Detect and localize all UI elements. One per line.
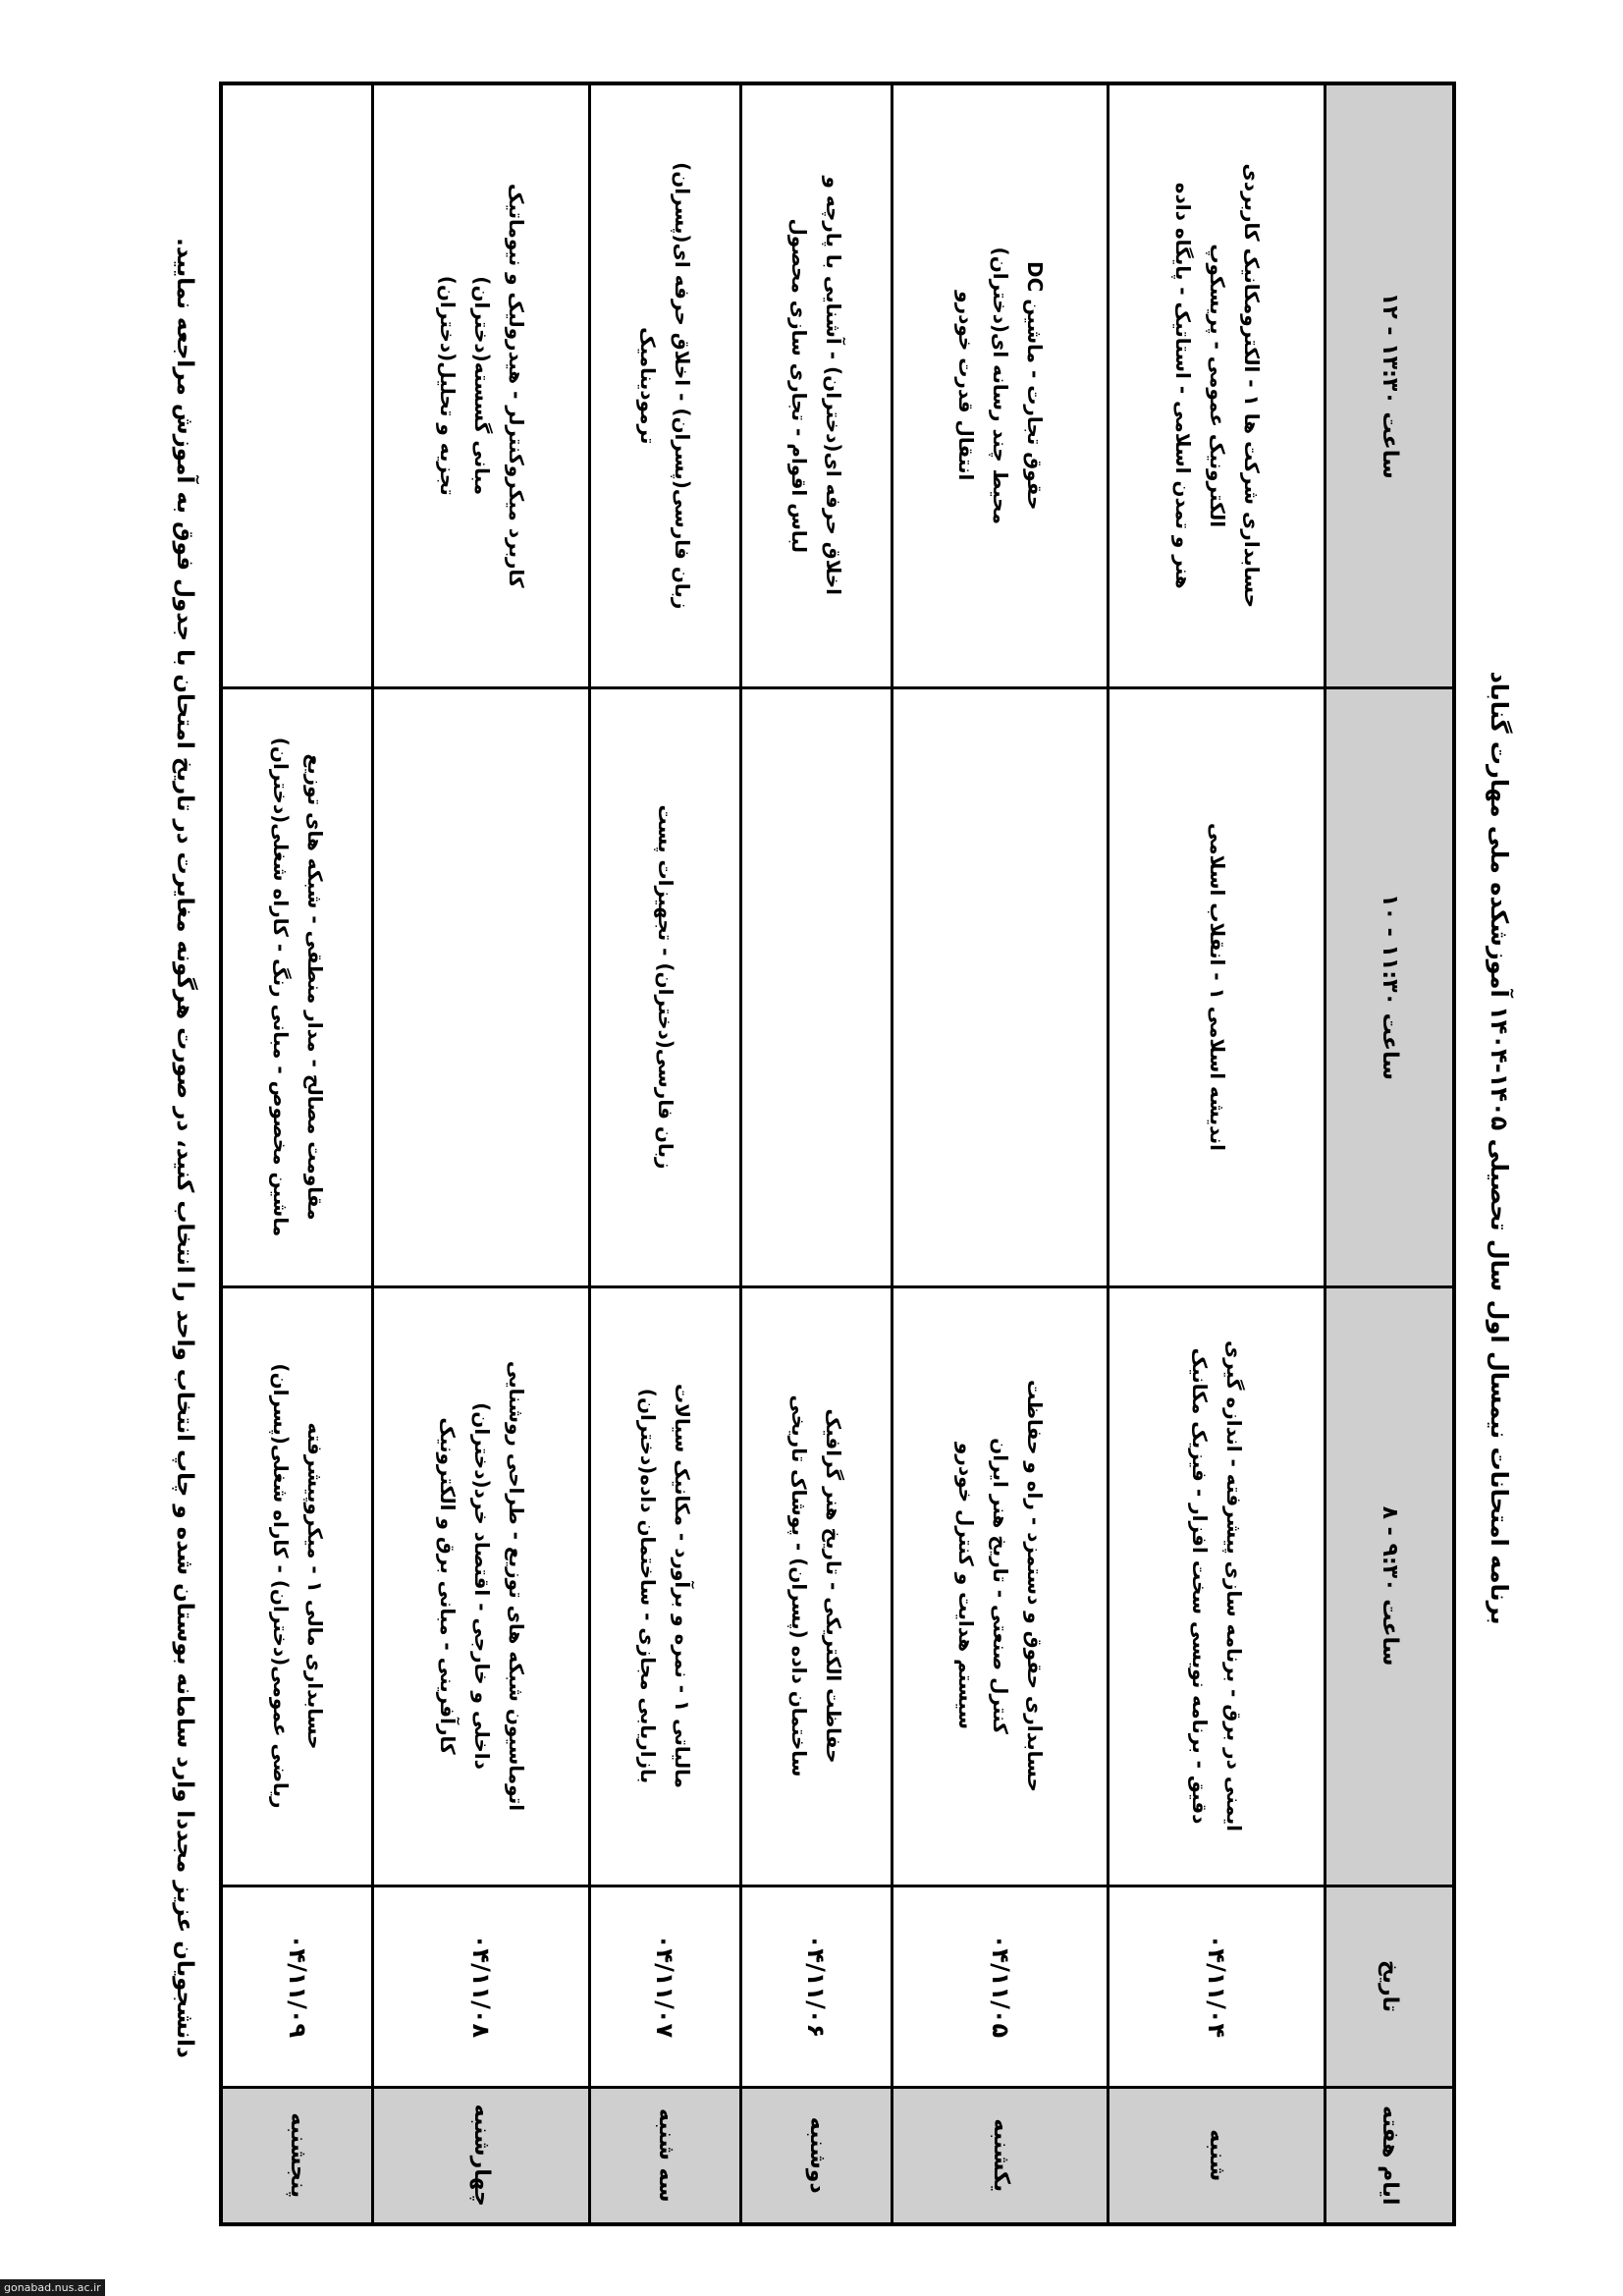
day-cell: چهارشنبه — [373, 2087, 590, 2224]
course-line: محیط چند رسانه ای(دختران) — [989, 246, 1013, 524]
course-line: حسابداری حقوق و دستمزد - راه و حفاظت — [1023, 1380, 1048, 1792]
date-cell: ۰۴/۱۱/۰۵ — [892, 1886, 1109, 2087]
date-cell: ۰۴/۱۱/۰۸ — [373, 1886, 590, 2087]
course-line: زبان فارسی(پسران) - اخلاق حرفه ای(پسران) — [671, 162, 695, 610]
course-line: ایمنی در برق - برنامه سازی پیشرفته - اندازه گیری — [1222, 1339, 1247, 1832]
table-row — [892, 83, 1109, 2224]
date-cell: ۰۴/۱۱/۰۶ — [740, 1886, 892, 2087]
course-line: الکترونیک عمومی - پریسکوپ — [1205, 244, 1229, 528]
course-line: حسابداری شرکت ها ۱ - الکترومکانیک کاربردی — [1239, 163, 1264, 609]
course-line: لباس اقوام - تجاری سازی محصول — [787, 218, 812, 554]
footnote-text: دانشجویان عزیز مجددا وارد سامانه بوستان شده و چاپ انتخاب واحد را انتخاب کنید، در صورت هرگونه مغایرت در تاریخ امتحان با جدول فوق به آموزش مراجعه نمایید. — [172, 238, 197, 2058]
slot-12-cell — [590, 83, 741, 687]
course-line: هنر و تمدن اسلامی - استاتیک - پایگاه داده — [1170, 182, 1195, 589]
course-line: ساختمان داده (پسران) - پوشاک تاریخی — [787, 1394, 812, 1777]
slot-10-cell — [1109, 687, 1325, 1286]
slot-12-cell — [221, 83, 373, 687]
exam-schedule-table — [219, 82, 1456, 2226]
day-cell: یکشنبه — [892, 2087, 1109, 2224]
header-slot-12: ساعت ۱۳:۳۰ - ۱۲ — [1325, 83, 1455, 687]
course-line: کنترل صنعتی - تاریخ هنر ایران — [989, 1438, 1013, 1734]
slot-12-cell — [373, 83, 590, 687]
course-line: حسابداری مالی ۱ - میکروپیشرفته — [302, 1422, 327, 1750]
schedule-body — [221, 83, 1325, 2224]
day-cell: دوشنبه — [740, 2087, 892, 2224]
slot-12-cell — [740, 83, 892, 687]
course-line: داخلی و خارجی - اقتصاد خرد(دختران) — [469, 1402, 494, 1770]
course-line: کارآفرینی - مبانی برق و الکترونیک — [435, 1417, 460, 1755]
course-line: اندیشه اسلامی ۱ - انقلاب اسلامی — [1205, 823, 1229, 1151]
site-watermark: gonabad.nus.ac.ir — [0, 2279, 105, 2296]
date-cell: ۰۴/۱۱/۰۷ — [590, 1886, 741, 2087]
slot-12-cell — [1109, 83, 1325, 687]
course-line: دقیق - برنامه نویسی سخت افزار - فیزیک مکانیک — [1188, 1347, 1213, 1825]
course-line: مقاومت مصالح - مدار منطقی - شبکه های توزیع — [302, 753, 327, 1221]
course-line: زبان فارسی(دختران) - تجهیزات پست — [654, 804, 677, 1170]
table-row — [373, 83, 590, 2224]
day-cell: شنبه — [1109, 2087, 1325, 2224]
date-cell: ۰۴/۱۱/۰۹ — [221, 1886, 373, 2087]
course-line: حقوق تجارت - ماشین DC — [1023, 261, 1048, 511]
day-cell: پنجشنبه — [221, 2087, 373, 2224]
header-date: تاریخ — [1325, 1886, 1455, 2087]
table-row — [740, 83, 892, 2224]
table-row — [221, 83, 373, 2224]
slot-10-cell — [590, 687, 741, 1286]
slot-8-cell — [590, 1286, 741, 1886]
course-line: ترمودینامیک — [636, 327, 661, 445]
date-cell: ۰۴/۱۱/۰۴ — [1109, 1886, 1325, 2087]
page-title: برنامه امتحانات نیمسال اول سال تحصیلی ۱۴۰۵-۱۴۰۴ آموزشکده ملی مهارت گناباد — [1486, 671, 1513, 1625]
table-row — [1109, 83, 1325, 2224]
slot-8-cell — [740, 1286, 892, 1886]
slot-8-cell — [1109, 1286, 1325, 1886]
course-line: تجزیه و تحلیل(دختران) — [435, 275, 460, 496]
course-line: اخلاق حرفه ای(دختران) - آشنایی با پارچه و — [822, 176, 846, 596]
course-line: ریاضی عمومی(دختران) - کاراه شغلی(پسران) — [268, 1363, 293, 1809]
slot-8-cell — [892, 1286, 1109, 1886]
table-row — [590, 83, 741, 2224]
slot-10-cell — [221, 687, 373, 1286]
slot-8-cell — [221, 1286, 373, 1886]
slot-12-cell — [892, 83, 1109, 687]
slot-10-cell — [740, 687, 892, 1286]
slot-10-cell — [892, 687, 1109, 1286]
course-line: کاربرد میکروکنترلر - هیدرولیک و نیوماتیک — [504, 183, 528, 588]
course-line: سیستم هدایت و کنترل خودرو — [954, 1442, 979, 1730]
course-line: اتوماسیون شبکه های توزیع - طراحی روشنایی — [504, 1360, 528, 1812]
course-line: مبانی گسسته(دختران) — [469, 276, 494, 496]
course-line: ماشین مخصوص - مبانی رنگ - کاراه شغلی(دختران) — [268, 737, 293, 1237]
course-line: بازاریابی مجازی - ساختمان داده(دختران) — [636, 1388, 661, 1784]
day-cell: سه شنبه — [590, 2087, 741, 2224]
header-weekday: ایام هفته — [1325, 2087, 1455, 2224]
course-line: حفاظت الکتریکی - تاریخ هنر گرافیک — [822, 1408, 846, 1764]
slot-10-cell — [373, 687, 590, 1286]
header-slot-10: ساعت ۱۱:۳۰ - ۱۰ — [1325, 687, 1455, 1286]
header-row — [1325, 83, 1455, 2224]
course-line: انتقال قدرت خودرو — [954, 291, 979, 481]
header-slot-8: ساعت ۹:۳۰ - ۸ — [1325, 1286, 1455, 1886]
slot-8-cell — [373, 1286, 590, 1886]
course-line: مالیاتی ۱ - نمره و برآورد - مکانیک سیالات — [671, 1384, 695, 1788]
